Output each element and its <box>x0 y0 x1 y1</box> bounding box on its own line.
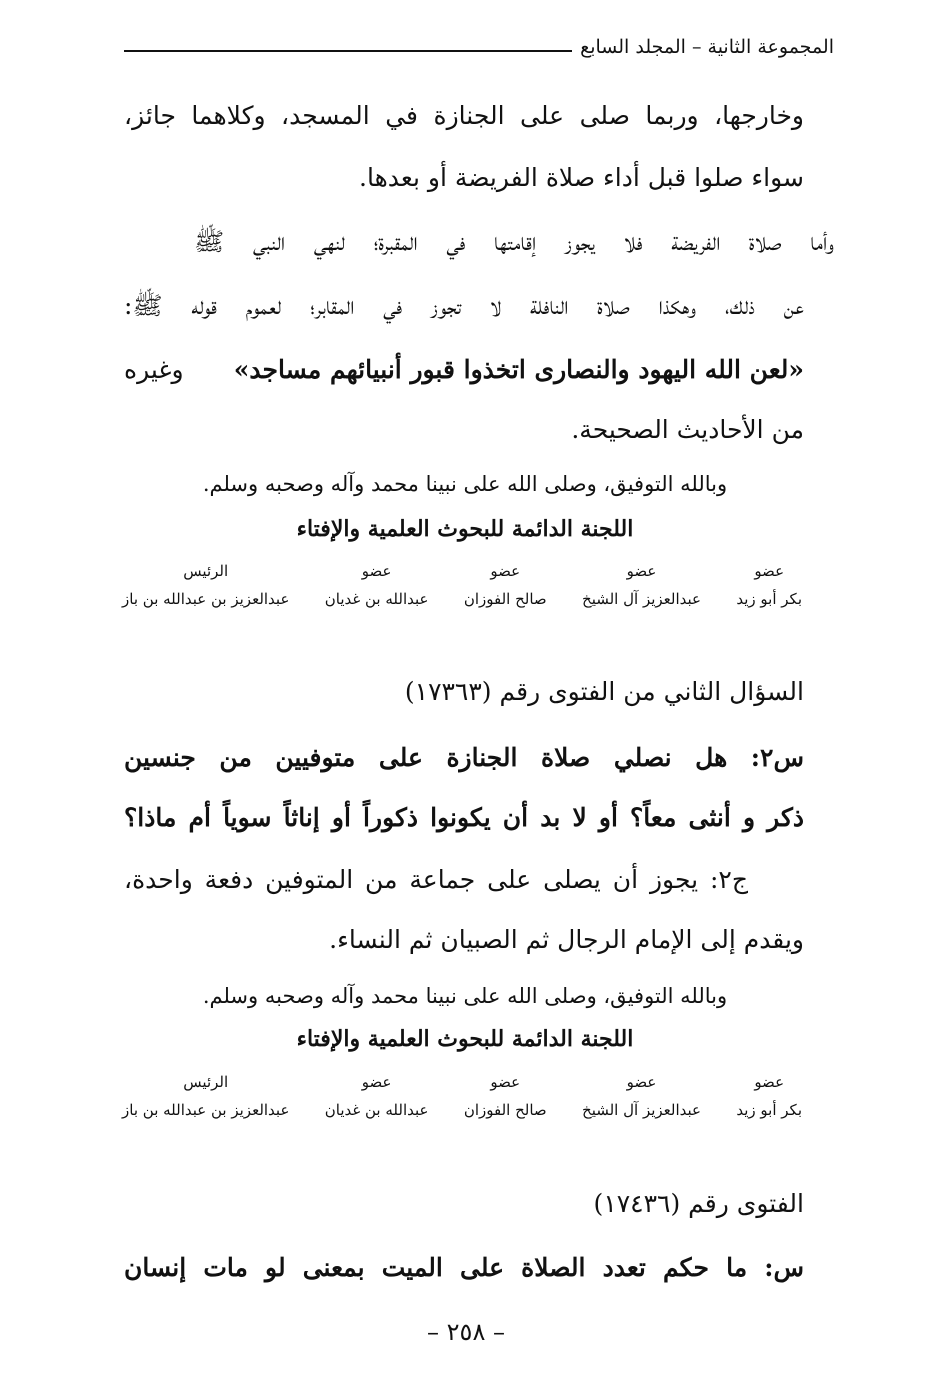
question-line: س٢: هل نصلي صلاة الجنازة على متوفيين من جنسين <box>124 743 804 772</box>
body-line: عن ذلك، وهكذا صلاة النافلة لا تجوز في المقابر؛ لعموم قوله ﷺ: <box>124 291 804 320</box>
body-line: وخارجها، وربما صلى على الجنازة في المسجد، وكلاهما جائز، <box>124 101 804 130</box>
fatwa-heading: الفتوى رقم (١٧٤٣٦) <box>593 1189 804 1218</box>
body-line-tail: وغيره <box>124 355 184 384</box>
signatory <box>736 562 802 608</box>
question-line: ذكر و أنثى معاً؟ أو لا بد أن يكونوا ذكوراً أو إناثاً سوياً أم ماذا؟ <box>124 803 804 832</box>
closing-line: وبالله التوفيق، وصلى الله على نبينا محمد وآله وصحبه وسلم. <box>202 472 728 496</box>
body-line: من الأحاديث الصحيحة. <box>571 415 804 444</box>
signatory-name: بكر أبو زيد <box>736 1101 802 1119</box>
signatory <box>582 562 701 608</box>
signatory <box>582 1073 701 1119</box>
signatory-name: عبدالعزيز آل الشيخ <box>582 590 701 608</box>
signatory-name: صالح الفوزان <box>463 590 547 608</box>
page-number: – ٢٥٨ – <box>427 1318 505 1346</box>
signatory-role: عضو <box>490 562 521 580</box>
signatory-name: عبدالعزيز بن عبدالله بن باز <box>122 590 290 608</box>
signatory-role: عضو <box>754 1073 785 1091</box>
signatory <box>325 562 429 608</box>
body-line: سواء صلوا قبل أداء صلاة الفريضة أو بعدها. <box>359 163 804 192</box>
signatory-role: عضو <box>754 562 785 580</box>
signatory-role: عضو <box>626 562 657 580</box>
signatory-name: عبدالعزيز بن عبدالله بن باز <box>122 1101 290 1119</box>
committee-name: اللجنة الدائمة للبحوث العلمية والإفتاء <box>296 516 634 542</box>
signatory <box>464 562 547 608</box>
signatory-role: عضو <box>361 1073 392 1091</box>
signatories <box>122 562 802 608</box>
signatory-role: عضو <box>490 1073 521 1091</box>
committee-name: اللجنة الدائمة للبحوث العلمية والإفتاء <box>296 1026 634 1052</box>
answer-line: ج٢: يجوز أن يصلى على جماعة من المتوفين دفعة واحدة، <box>124 865 748 894</box>
signatory <box>464 1073 547 1119</box>
signatory-role: عضو <box>361 562 392 580</box>
signatory-role: الرئيس <box>183 1073 229 1091</box>
signatory <box>122 1073 289 1119</box>
fatwa-heading: السؤال الثاني من الفتوى رقم (١٧٣٦٣) <box>404 677 804 706</box>
hadith-quote: «لعن الله اليهود والنصارى اتخذوا قبور أنبيائهم مساجد» <box>233 355 804 384</box>
hadith-line <box>124 350 804 390</box>
signatory-role: عضو <box>626 1073 657 1091</box>
signatory-name: عبدالله بن غديان <box>324 1101 429 1119</box>
header-rule <box>124 50 572 52</box>
signatory <box>736 1073 802 1119</box>
signatory <box>325 1073 429 1119</box>
body-line: وأما صلاة الفريضة فلا يجوز إقامتها في المقبرة؛ لنهي النبي ﷺ <box>194 227 834 256</box>
header-title: المجموعة الثانية – المجلد السابع <box>580 36 834 58</box>
signatory-name: عبدالعزيز آل الشيخ <box>582 1101 701 1119</box>
running-header <box>124 36 834 58</box>
signatory-name: عبدالله بن غديان <box>324 590 429 608</box>
closing-line: وبالله التوفيق، وصلى الله على نبينا محمد وآله وصحبه وسلم. <box>202 984 728 1008</box>
question-line: س: ما حكم تعدد الصلاة على الميت بمعنى لو مات إنسان <box>124 1253 804 1282</box>
signatory <box>122 562 289 608</box>
signatories <box>122 1073 802 1119</box>
signatory-name: صالح الفوزان <box>463 1101 547 1119</box>
signatory-role: الرئيس <box>183 562 229 580</box>
signatory-name: بكر أبو زيد <box>736 590 802 608</box>
answer-line: ويقدم إلى الإمام الرجال ثم الصبيان ثم النساء. <box>329 925 804 954</box>
